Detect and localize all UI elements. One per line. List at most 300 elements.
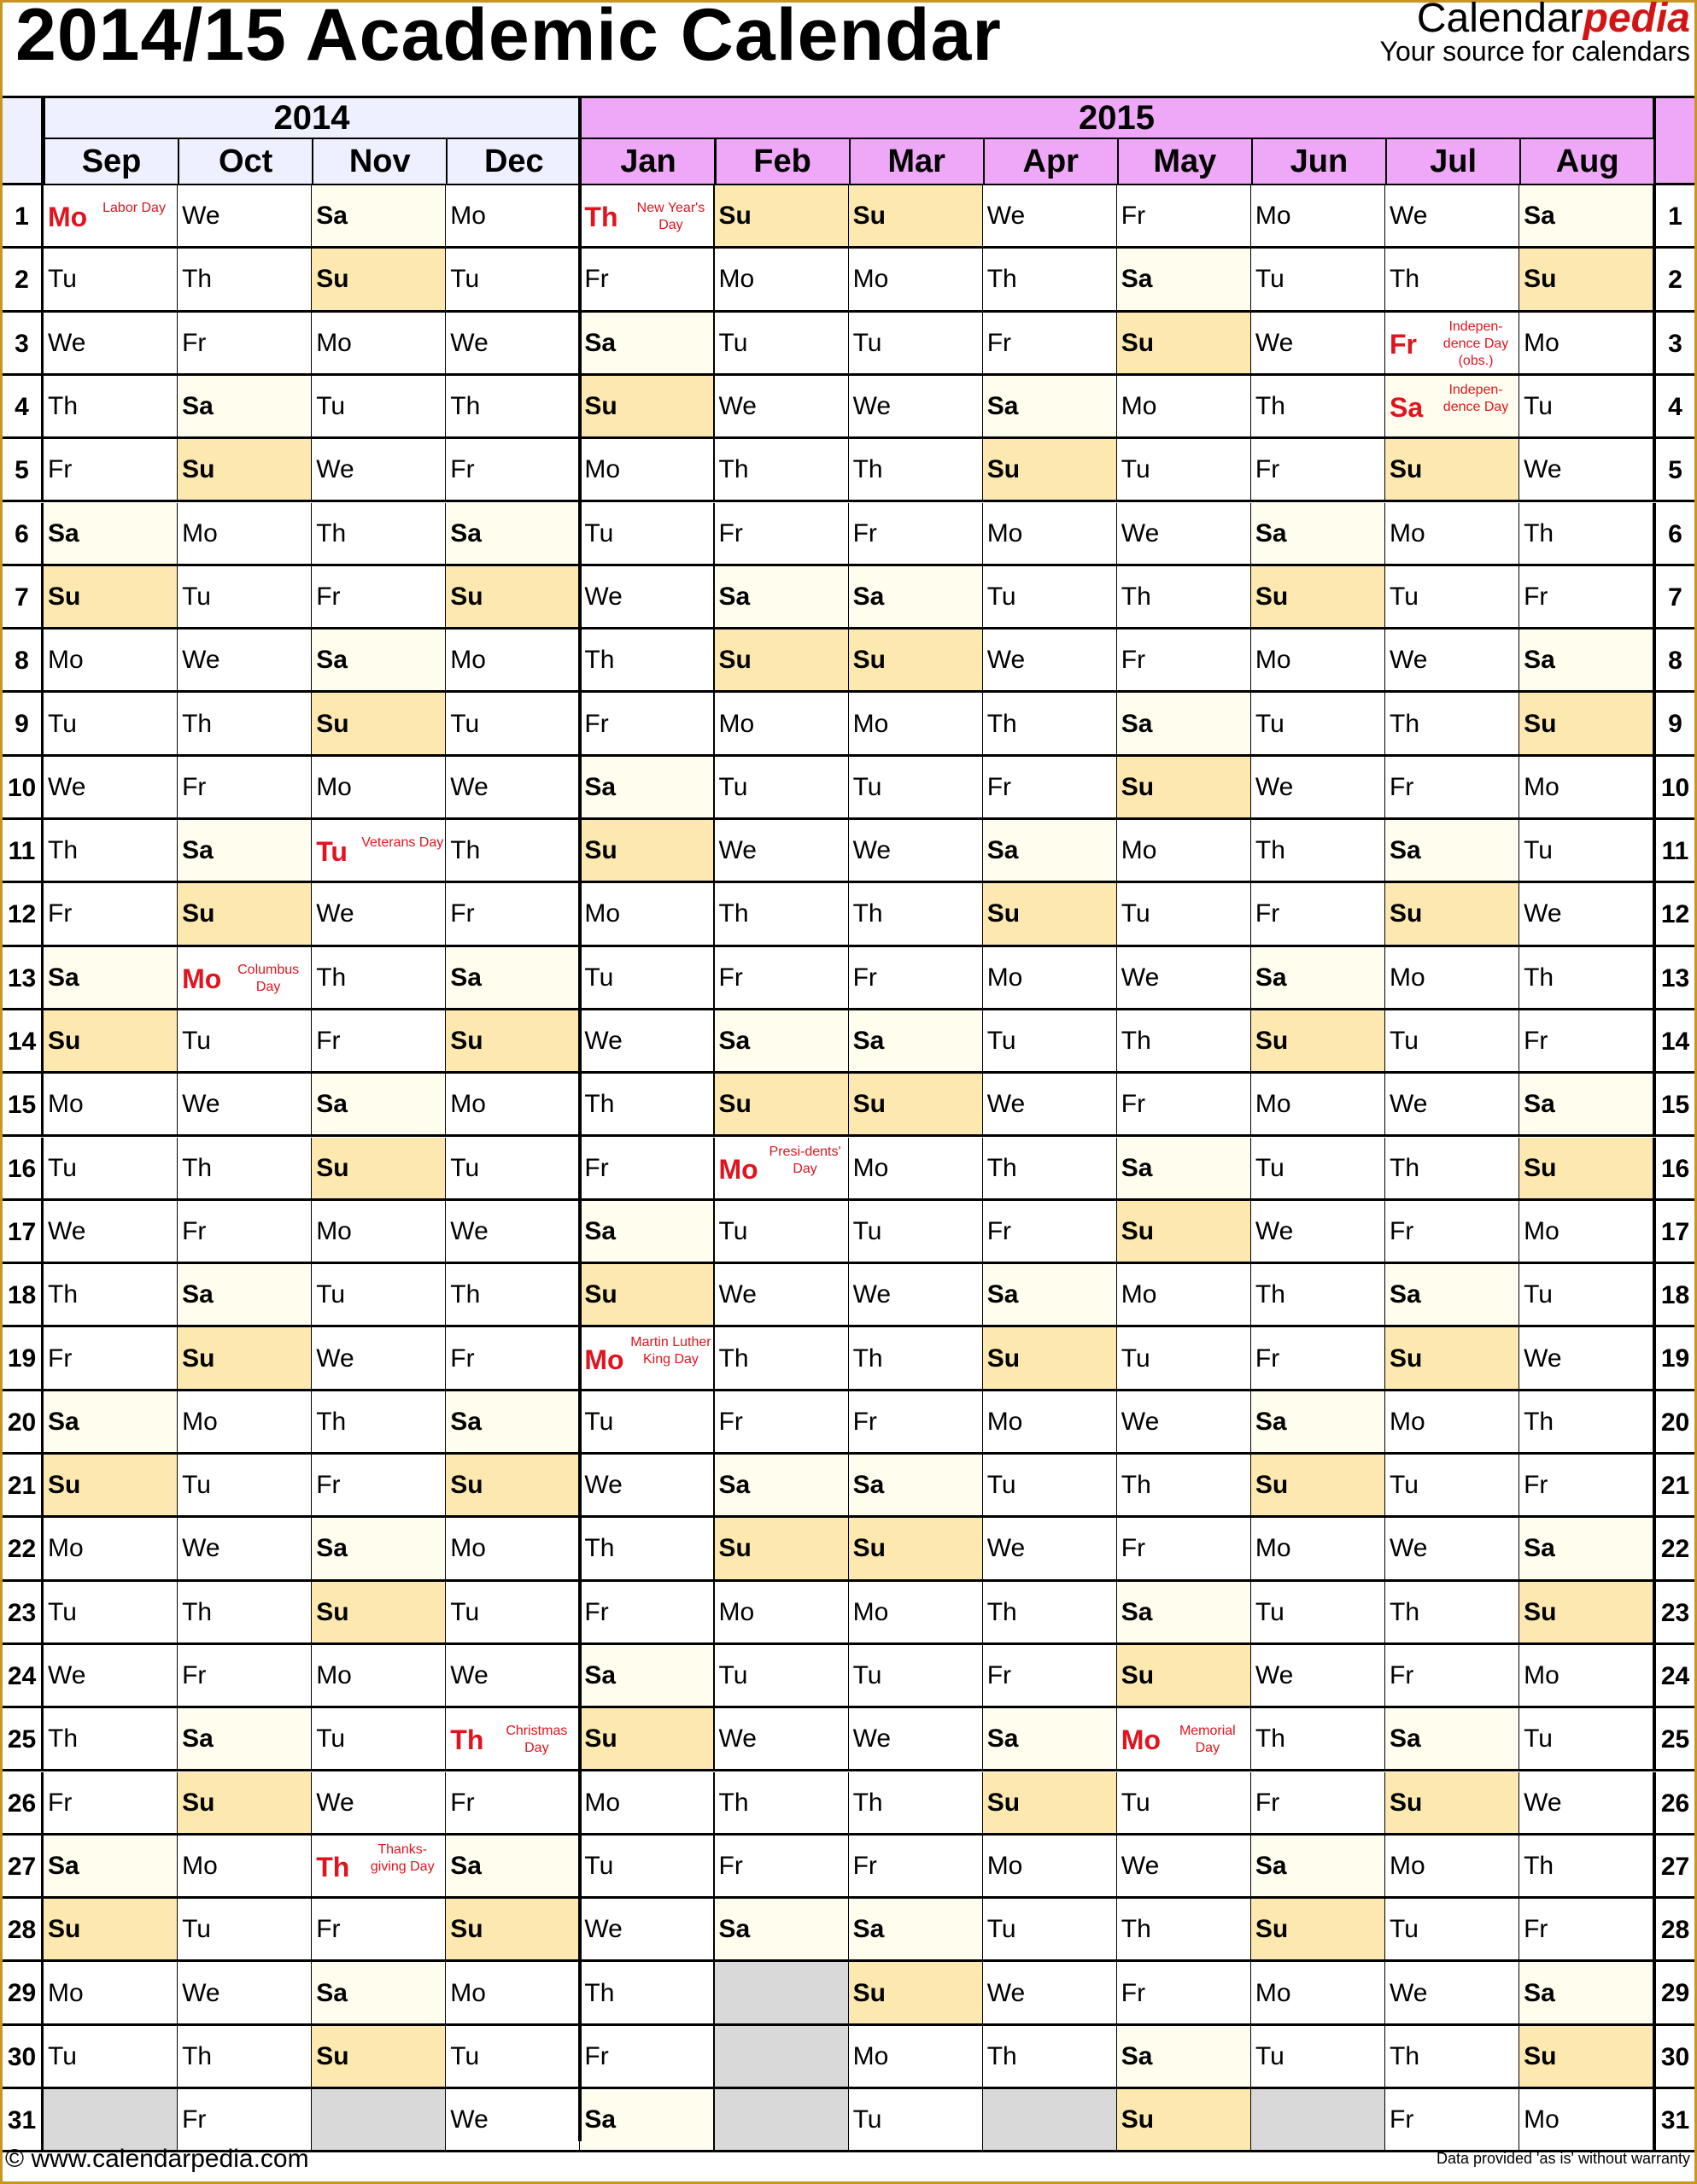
day-cell[interactable] <box>44 1010 178 1074</box>
day-cell[interactable] <box>849 1455 984 1518</box>
day-cell[interactable] <box>1251 1582 1386 1645</box>
day-cell[interactable] <box>1385 693 1520 756</box>
day-cell[interactable] <box>983 566 1118 629</box>
day-cell[interactable] <box>1251 439 1386 502</box>
day-cell[interactable] <box>849 693 984 756</box>
day-cell[interactable] <box>178 1264 313 1327</box>
day-cell[interactable] <box>580 629 715 693</box>
day-cell[interactable] <box>1385 1391 1520 1455</box>
day-cell[interactable] <box>715 439 850 502</box>
day-cell[interactable] <box>1117 376 1252 439</box>
day-cell[interactable] <box>312 1708 447 1771</box>
day-cell[interactable] <box>580 1455 715 1518</box>
day-cell[interactable] <box>983 503 1118 566</box>
day-cell[interactable] <box>715 947 850 1010</box>
day-cell[interactable] <box>1519 1645 1654 1708</box>
day-cell[interactable] <box>1519 1962 1654 2025</box>
day-cell[interactable] <box>580 2089 715 2152</box>
day-cell[interactable] <box>178 1518 313 1581</box>
day-cell[interactable] <box>178 1074 313 1137</box>
day-cell[interactable] <box>312 2026 447 2089</box>
day-cell[interactable] <box>44 947 178 1010</box>
day-cell[interactable] <box>446 1264 581 1327</box>
day-cell[interactable] <box>446 1836 581 1899</box>
day-cell[interactable] <box>1251 693 1386 756</box>
day-cell[interactable] <box>580 2026 715 2089</box>
day-cell[interactable] <box>1251 503 1386 566</box>
day-cell[interactable] <box>1117 1836 1252 1899</box>
day-cell[interactable] <box>178 693 313 756</box>
day-cell[interactable] <box>1519 566 1654 629</box>
day-cell[interactable] <box>44 566 178 629</box>
day-cell[interactable] <box>715 1899 850 1962</box>
day-cell[interactable] <box>1117 629 1252 693</box>
day-cell[interactable] <box>312 947 447 1010</box>
day-cell[interactable] <box>446 566 581 629</box>
day-cell[interactable] <box>312 883 447 946</box>
day-cell[interactable] <box>580 1391 715 1455</box>
day-cell[interactable] <box>1117 1645 1252 1708</box>
day-cell[interactable] <box>1519 757 1654 820</box>
day-cell[interactable] <box>1251 1074 1386 1137</box>
day-cell[interactable] <box>849 439 984 502</box>
day-cell[interactable] <box>983 1518 1118 1581</box>
day-cell[interactable] <box>1519 1327 1654 1391</box>
day-cell[interactable] <box>44 883 178 946</box>
day-cell[interactable] <box>715 185 850 249</box>
day-cell[interactable] <box>849 1391 984 1455</box>
day-cell[interactable] <box>446 1010 581 1074</box>
day-cell[interactable] <box>1385 1327 1520 1391</box>
day-cell[interactable] <box>849 1582 984 1645</box>
day-cell[interactable] <box>44 439 178 502</box>
day-cell[interactable] <box>1519 1708 1654 1771</box>
day-cell[interactable] <box>849 1518 984 1581</box>
day-cell[interactable] <box>849 2089 984 2152</box>
day-cell[interactable] <box>849 376 984 439</box>
day-cell[interactable] <box>1385 1138 1520 1201</box>
day-cell[interactable] <box>312 757 447 820</box>
day-cell[interactable] <box>1385 1836 1520 1899</box>
day-cell[interactable] <box>1251 820 1386 883</box>
day-cell[interactable] <box>1117 1772 1252 1836</box>
day-cell[interactable] <box>178 185 313 249</box>
day-cell[interactable] <box>44 693 178 756</box>
day-cell[interactable] <box>580 1836 715 1899</box>
day-cell[interactable] <box>1385 2089 1520 2152</box>
day-cell[interactable] <box>44 1645 178 1708</box>
day-cell[interactable] <box>178 1455 313 1518</box>
day-cell[interactable] <box>715 1264 850 1327</box>
day-cell[interactable] <box>715 1455 850 1518</box>
day-cell[interactable] <box>1117 2026 1252 2089</box>
day-cell[interactable] <box>446 757 581 820</box>
day-cell[interactable] <box>178 503 313 566</box>
day-cell[interactable] <box>312 1455 447 1518</box>
day-cell[interactable] <box>446 1074 581 1137</box>
day-cell[interactable] <box>1519 1138 1654 1201</box>
day-cell[interactable] <box>446 1708 581 1771</box>
day-cell[interactable] <box>580 376 715 439</box>
day-cell[interactable] <box>1385 503 1520 566</box>
day-cell[interactable] <box>178 439 313 502</box>
day-cell[interactable] <box>1251 1772 1386 1836</box>
day-cell[interactable] <box>446 1327 581 1391</box>
day-cell[interactable] <box>178 313 313 376</box>
day-cell[interactable] <box>1519 1010 1654 1074</box>
day-cell[interactable] <box>1251 313 1386 376</box>
day-cell[interactable] <box>446 1582 581 1645</box>
day-cell[interactable] <box>1117 503 1252 566</box>
day-cell[interactable] <box>446 1455 581 1518</box>
day-cell[interactable] <box>715 629 850 693</box>
day-cell[interactable] <box>446 1201 581 1264</box>
day-cell[interactable] <box>1117 313 1252 376</box>
day-cell[interactable] <box>849 503 984 566</box>
day-cell[interactable] <box>1385 1962 1520 2025</box>
day-cell[interactable] <box>44 1836 178 1899</box>
day-cell[interactable] <box>983 1836 1118 1899</box>
day-cell[interactable] <box>312 1138 447 1201</box>
day-cell[interactable] <box>44 1074 178 1137</box>
day-cell[interactable] <box>1519 503 1654 566</box>
day-cell[interactable] <box>580 185 715 249</box>
day-cell[interactable] <box>178 629 313 693</box>
day-cell[interactable] <box>983 313 1118 376</box>
day-cell[interactable] <box>1519 1836 1654 1899</box>
day-cell[interactable] <box>1519 1518 1654 1581</box>
day-cell[interactable] <box>580 566 715 629</box>
day-cell[interactable] <box>1519 883 1654 946</box>
day-cell[interactable] <box>1117 883 1252 946</box>
day-cell[interactable] <box>1385 1582 1520 1645</box>
day-cell[interactable] <box>312 249 447 312</box>
day-cell[interactable] <box>1117 693 1252 756</box>
day-cell[interactable] <box>1251 1327 1386 1391</box>
day-cell[interactable] <box>1385 1201 1520 1264</box>
day-cell[interactable] <box>312 1899 447 1962</box>
day-cell[interactable] <box>715 1391 850 1455</box>
day-cell[interactable] <box>849 1645 984 1708</box>
day-cell[interactable] <box>983 1455 1118 1518</box>
day-cell[interactable] <box>983 1201 1118 1264</box>
day-cell[interactable] <box>580 820 715 883</box>
day-cell[interactable] <box>715 376 850 439</box>
day-cell[interactable] <box>715 1836 850 1899</box>
day-cell[interactable] <box>1385 1264 1520 1327</box>
day-cell[interactable] <box>178 1836 313 1899</box>
day-cell[interactable] <box>1519 947 1654 1010</box>
day-cell[interactable] <box>312 629 447 693</box>
day-cell[interactable] <box>1251 249 1386 312</box>
day-cell[interactable] <box>1385 1518 1520 1581</box>
day-cell[interactable] <box>1519 2026 1654 2089</box>
day-cell[interactable] <box>446 629 581 693</box>
day-cell[interactable] <box>1251 1518 1386 1581</box>
day-cell[interactable] <box>1251 1264 1386 1327</box>
day-cell[interactable] <box>1519 1201 1654 1264</box>
day-cell[interactable] <box>1251 629 1386 693</box>
day-cell[interactable] <box>446 185 581 249</box>
day-cell[interactable] <box>44 1962 178 2025</box>
day-cell[interactable] <box>178 2026 313 2089</box>
day-cell[interactable] <box>1117 2089 1252 2152</box>
day-cell[interactable] <box>580 1074 715 1137</box>
day-cell[interactable] <box>580 1899 715 1962</box>
day-cell[interactable] <box>1385 629 1520 693</box>
day-cell[interactable] <box>446 693 581 756</box>
day-cell[interactable] <box>849 1074 984 1137</box>
day-cell[interactable] <box>446 2026 581 2089</box>
day-cell[interactable] <box>580 947 715 1010</box>
day-cell[interactable] <box>580 1645 715 1708</box>
day-cell[interactable] <box>446 1138 581 1201</box>
day-cell[interactable] <box>849 1138 984 1201</box>
day-cell[interactable] <box>849 947 984 1010</box>
day-cell[interactable] <box>983 757 1118 820</box>
day-cell[interactable] <box>1251 1201 1386 1264</box>
day-cell[interactable] <box>983 1899 1118 1962</box>
day-cell[interactable] <box>44 1455 178 1518</box>
day-cell[interactable] <box>580 1201 715 1264</box>
day-cell[interactable] <box>44 1708 178 1771</box>
day-cell[interactable] <box>44 185 178 249</box>
day-cell[interactable] <box>1251 883 1386 946</box>
day-cell[interactable] <box>983 1138 1118 1201</box>
day-cell[interactable] <box>715 757 850 820</box>
day-cell[interactable] <box>1385 185 1520 249</box>
day-cell[interactable] <box>715 693 850 756</box>
day-cell[interactable] <box>1519 1899 1654 1962</box>
day-cell[interactable] <box>178 820 313 883</box>
day-cell[interactable] <box>715 1645 850 1708</box>
day-cell[interactable] <box>1519 820 1654 883</box>
day-cell[interactable] <box>178 1962 313 2025</box>
day-cell[interactable] <box>1251 1391 1386 1455</box>
day-cell[interactable] <box>446 376 581 439</box>
day-cell[interactable] <box>983 376 1118 439</box>
day-cell[interactable] <box>1251 566 1386 629</box>
day-cell[interactable] <box>1519 1074 1654 1137</box>
day-cell[interactable] <box>446 1518 581 1581</box>
day-cell[interactable] <box>312 1518 447 1581</box>
day-cell[interactable] <box>1385 1772 1520 1836</box>
day-cell[interactable] <box>312 439 447 502</box>
day-cell[interactable] <box>849 313 984 376</box>
day-cell[interactable] <box>44 757 178 820</box>
day-cell[interactable] <box>983 249 1118 312</box>
day-cell[interactable] <box>1385 757 1520 820</box>
day-cell[interactable] <box>983 820 1118 883</box>
day-cell[interactable] <box>1385 1074 1520 1137</box>
day-cell[interactable] <box>715 883 850 946</box>
day-cell[interactable] <box>446 2089 581 2152</box>
day-cell[interactable] <box>178 376 313 439</box>
day-cell[interactable] <box>44 249 178 312</box>
day-cell[interactable] <box>1251 1010 1386 1074</box>
day-cell[interactable] <box>1117 1201 1252 1264</box>
day-cell[interactable] <box>1519 1391 1654 1455</box>
day-cell[interactable] <box>1251 1455 1386 1518</box>
day-cell[interactable] <box>983 693 1118 756</box>
day-cell[interactable] <box>715 1010 850 1074</box>
day-cell[interactable] <box>312 1327 447 1391</box>
day-cell[interactable] <box>44 2026 178 2089</box>
day-cell[interactable] <box>983 1264 1118 1327</box>
day-cell[interactable] <box>849 820 984 883</box>
day-cell[interactable] <box>580 883 715 946</box>
day-cell[interactable] <box>1519 1455 1654 1518</box>
day-cell[interactable] <box>983 883 1118 946</box>
day-cell[interactable] <box>1117 757 1252 820</box>
day-cell[interactable] <box>1385 883 1520 946</box>
day-cell[interactable] <box>715 1138 850 1201</box>
day-cell[interactable] <box>983 947 1118 1010</box>
day-cell[interactable] <box>178 1582 313 1645</box>
day-cell[interactable] <box>312 566 447 629</box>
day-cell[interactable] <box>849 566 984 629</box>
day-cell[interactable] <box>983 185 1118 249</box>
day-cell[interactable] <box>1117 566 1252 629</box>
day-cell[interactable] <box>44 1201 178 1264</box>
day-cell[interactable] <box>580 1327 715 1391</box>
day-cell[interactable] <box>1519 2089 1654 2152</box>
day-cell[interactable] <box>1385 820 1520 883</box>
day-cell[interactable] <box>715 1074 850 1137</box>
day-cell[interactable] <box>715 1582 850 1645</box>
day-cell[interactable] <box>178 249 313 312</box>
day-cell[interactable] <box>44 376 178 439</box>
day-cell[interactable] <box>178 1645 313 1708</box>
day-cell[interactable] <box>178 757 313 820</box>
day-cell[interactable] <box>1117 1899 1252 1962</box>
day-cell[interactable] <box>580 693 715 756</box>
day-cell[interactable] <box>1117 439 1252 502</box>
day-cell[interactable] <box>1519 249 1654 312</box>
day-cell[interactable] <box>44 313 178 376</box>
day-cell[interactable] <box>1251 1708 1386 1771</box>
day-cell[interactable] <box>312 1645 447 1708</box>
day-cell[interactable] <box>1519 1772 1654 1836</box>
day-cell[interactable] <box>1385 566 1520 629</box>
day-cell[interactable] <box>1385 1645 1520 1708</box>
day-cell[interactable] <box>715 1201 850 1264</box>
day-cell[interactable] <box>178 1391 313 1455</box>
day-cell[interactable] <box>849 629 984 693</box>
day-cell[interactable] <box>580 1772 715 1836</box>
day-cell[interactable] <box>312 1772 447 1836</box>
day-cell[interactable] <box>580 1582 715 1645</box>
day-cell[interactable] <box>849 883 984 946</box>
day-cell[interactable] <box>983 1327 1118 1391</box>
day-cell[interactable] <box>178 1010 313 1074</box>
day-cell[interactable] <box>1117 249 1252 312</box>
day-cell[interactable] <box>44 1138 178 1201</box>
day-cell[interactable] <box>312 1201 447 1264</box>
day-cell[interactable] <box>446 820 581 883</box>
day-cell[interactable] <box>580 439 715 502</box>
day-cell[interactable] <box>1117 1074 1252 1137</box>
day-cell[interactable] <box>446 503 581 566</box>
day-cell[interactable] <box>1117 1962 1252 2025</box>
day-cell[interactable] <box>312 1391 447 1455</box>
day-cell[interactable] <box>1385 249 1520 312</box>
day-cell[interactable] <box>983 2026 1118 2089</box>
day-cell[interactable] <box>178 1899 313 1962</box>
day-cell[interactable] <box>1385 439 1520 502</box>
day-cell[interactable] <box>1117 1327 1252 1391</box>
day-cell[interactable] <box>44 1899 178 1962</box>
day-cell[interactable] <box>849 249 984 312</box>
day-cell[interactable] <box>312 1264 447 1327</box>
day-cell[interactable] <box>1251 1962 1386 2025</box>
day-cell[interactable] <box>446 1899 581 1962</box>
day-cell[interactable] <box>178 1138 313 1201</box>
day-cell[interactable] <box>849 2026 984 2089</box>
day-cell[interactable] <box>715 1772 850 1836</box>
day-cell[interactable] <box>1117 1010 1252 1074</box>
day-cell[interactable] <box>1251 757 1386 820</box>
day-cell[interactable] <box>178 883 313 946</box>
day-cell[interactable] <box>1251 1899 1386 1962</box>
day-cell[interactable] <box>580 1010 715 1074</box>
day-cell[interactable] <box>446 249 581 312</box>
day-cell[interactable] <box>849 1708 984 1771</box>
day-cell[interactable] <box>1251 376 1386 439</box>
day-cell[interactable] <box>715 566 850 629</box>
day-cell[interactable] <box>44 629 178 693</box>
day-cell[interactable] <box>715 1518 850 1581</box>
day-cell[interactable] <box>312 185 447 249</box>
day-cell[interactable] <box>1117 1138 1252 1201</box>
day-cell[interactable] <box>849 1836 984 1899</box>
day-cell[interactable] <box>178 947 313 1010</box>
day-cell[interactable] <box>312 820 447 883</box>
day-cell[interactable] <box>1385 947 1520 1010</box>
day-cell[interactable] <box>178 1327 313 1391</box>
day-cell[interactable] <box>983 1772 1118 1836</box>
day-cell[interactable] <box>44 1518 178 1581</box>
day-cell[interactable] <box>715 820 850 883</box>
day-cell[interactable] <box>849 1772 984 1836</box>
day-cell[interactable] <box>44 1264 178 1327</box>
day-cell[interactable] <box>983 629 1118 693</box>
day-cell[interactable] <box>1251 1138 1386 1201</box>
day-cell[interactable] <box>849 185 984 249</box>
day-cell[interactable] <box>580 1962 715 2025</box>
day-cell[interactable] <box>312 503 447 566</box>
day-cell[interactable] <box>1519 313 1654 376</box>
day-cell[interactable] <box>1519 439 1654 502</box>
day-cell[interactable] <box>312 1836 447 1899</box>
day-cell[interactable] <box>1117 1391 1252 1455</box>
day-cell[interactable] <box>178 1708 313 1771</box>
day-cell[interactable] <box>1385 1455 1520 1518</box>
day-cell[interactable] <box>849 757 984 820</box>
day-cell[interactable] <box>44 1391 178 1455</box>
day-cell[interactable] <box>1519 1264 1654 1327</box>
day-cell[interactable] <box>1117 820 1252 883</box>
day-cell[interactable] <box>580 757 715 820</box>
day-cell[interactable] <box>1251 185 1386 249</box>
day-cell[interactable] <box>312 1010 447 1074</box>
day-cell[interactable] <box>1251 1836 1386 1899</box>
day-cell[interactable] <box>849 1201 984 1264</box>
day-cell[interactable] <box>446 439 581 502</box>
day-cell[interactable] <box>312 1962 447 2025</box>
day-cell[interactable] <box>715 503 850 566</box>
day-cell[interactable] <box>1385 376 1520 439</box>
